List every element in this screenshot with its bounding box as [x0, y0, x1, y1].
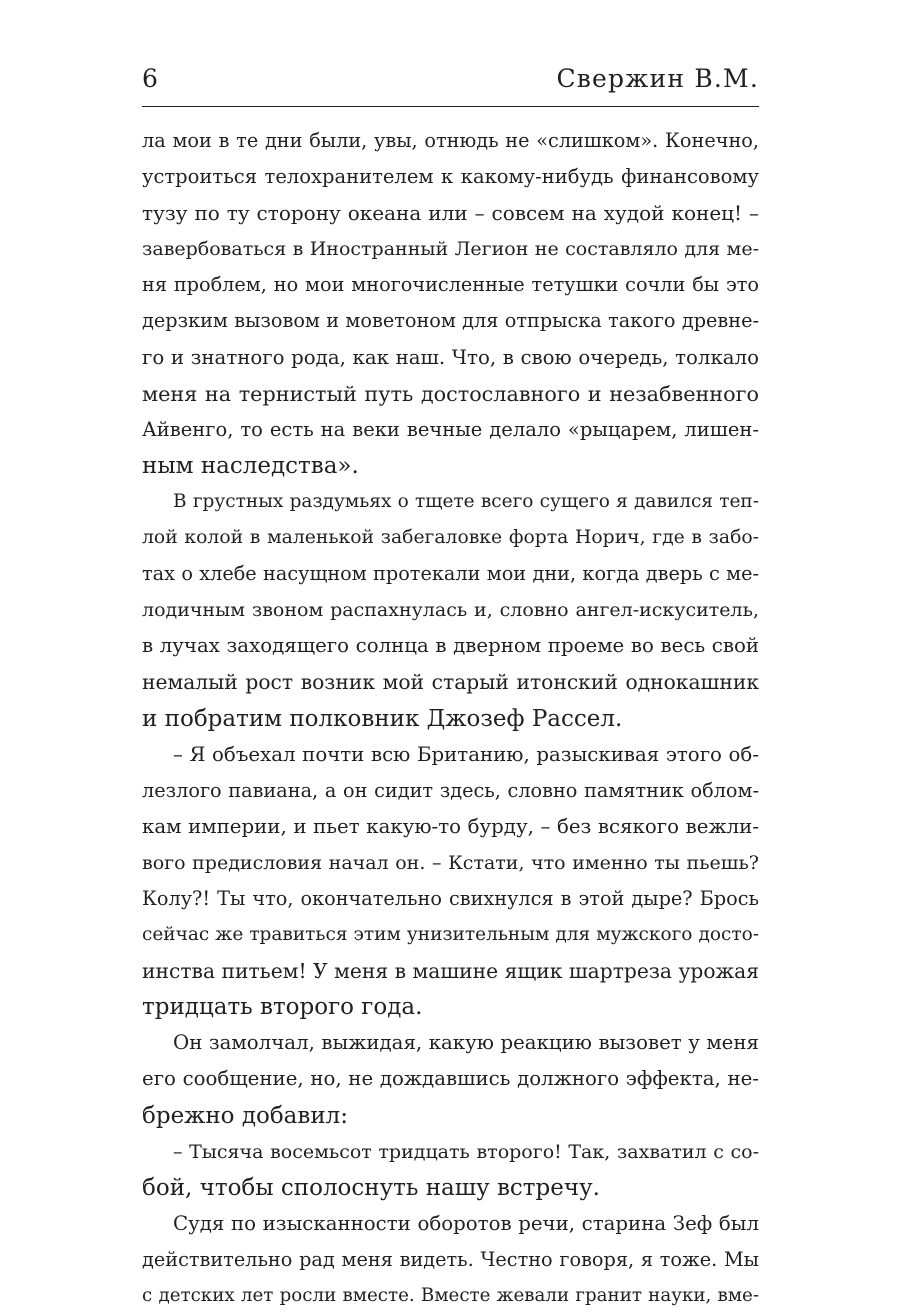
page-number: 6: [142, 64, 159, 93]
body-text: [142, 123, 759, 1314]
text-line: устроиться телохранителем к какому-нибудь финансовому: [142, 165, 759, 189]
running-head-author: Свержин В.М.: [556, 64, 759, 93]
text-line: бой, чтобы сполоснуть нашу встречу.: [142, 1174, 600, 1201]
text-line: кам империи, и пьет какую-то бурду, – без всякого вежли-: [142, 814, 759, 838]
text-line: В грустных раздумьях о тщете всего сущего я давился теп-: [173, 490, 759, 512]
text-line: лой колой в маленькой забегаловке форта Норич, где в забо-: [142, 527, 759, 549]
text-line: завербоваться в Иностранный Легион не составляло для ме-: [142, 238, 759, 261]
text-line: тах о хлебе насущном протекали мои дни, когда дверь с ме-: [142, 562, 759, 586]
text-line: в лучах заходящего солнца в дверном проеме во весь свой: [142, 634, 759, 658]
text-line: лезлого павиана, а он сидит здесь, словно памятник облом-: [142, 778, 759, 802]
text-line: Он замолчал, выжидая, какую реакцию вызовет у меня: [173, 1031, 759, 1055]
text-line: сейчас же травиться этим унизительным для мужского досто-: [142, 924, 759, 946]
text-line: ня проблем, но мои многочисленные тетушки сочли бы это: [142, 273, 759, 297]
text-line: го и знатного рода, как наш. Что, в свою очередь, толкало: [142, 345, 759, 369]
text-line: меня на тернистый путь достославного и незабвенного: [142, 381, 759, 406]
text-line: ла мои в те дни были, увы, отнюдь не «слишком». Конечно,: [142, 129, 759, 152]
text-line: дерзким вызовом и моветоном для отпрыска такого древне-: [142, 309, 759, 333]
text-line: вого предисловия начал он. – Кстати, что именно ты пьешь?: [142, 851, 759, 874]
text-line: немалый рост возник мой старый итонский однокашник: [142, 670, 759, 695]
text-line: Колу?! Ты что, окончательно свихнулся в этой дыре? Брось: [142, 886, 759, 910]
text-line: тузу по ту сторону океана или – совсем на худой конец! –: [142, 201, 759, 226]
text-line: инства питьем! У меня в машине ящик шартреза урожая: [142, 959, 759, 984]
text-line: – Я объехал почти всю Британию, разыскивая этого об-: [173, 742, 759, 766]
text-line: лодичным звоном распахнулась и, словно ангел-искуситель,: [142, 599, 759, 622]
text-line: ным наследства».: [142, 452, 359, 479]
page-header: [142, 64, 759, 98]
text-line: Судя по изысканности оборотов речи, старина Зеф был: [173, 1211, 759, 1235]
text-line: тридцать второго года.: [142, 994, 423, 1021]
text-line: брежно добавил:: [142, 1102, 349, 1129]
text-line: его сообщение, но, не дождавшись должного эффекта, не-: [142, 1067, 759, 1091]
header-rule: [142, 106, 759, 107]
text-line: и побратим полковник Джозеф Рассел.: [142, 705, 623, 732]
text-line: действительно рад меня видеть. Честно говоря, я тоже. Мы: [142, 1247, 759, 1271]
text-line: с детских лет росли вместе. Вместе жевали гранит науки, вме-: [142, 1285, 759, 1306]
text-line: Айвенго, то есть на веки вечные делало «рыцарем, лишен-: [142, 417, 759, 441]
text-line: – Тысяча восемьсот тридцать второго! Так, захватил с со-: [173, 1140, 759, 1163]
